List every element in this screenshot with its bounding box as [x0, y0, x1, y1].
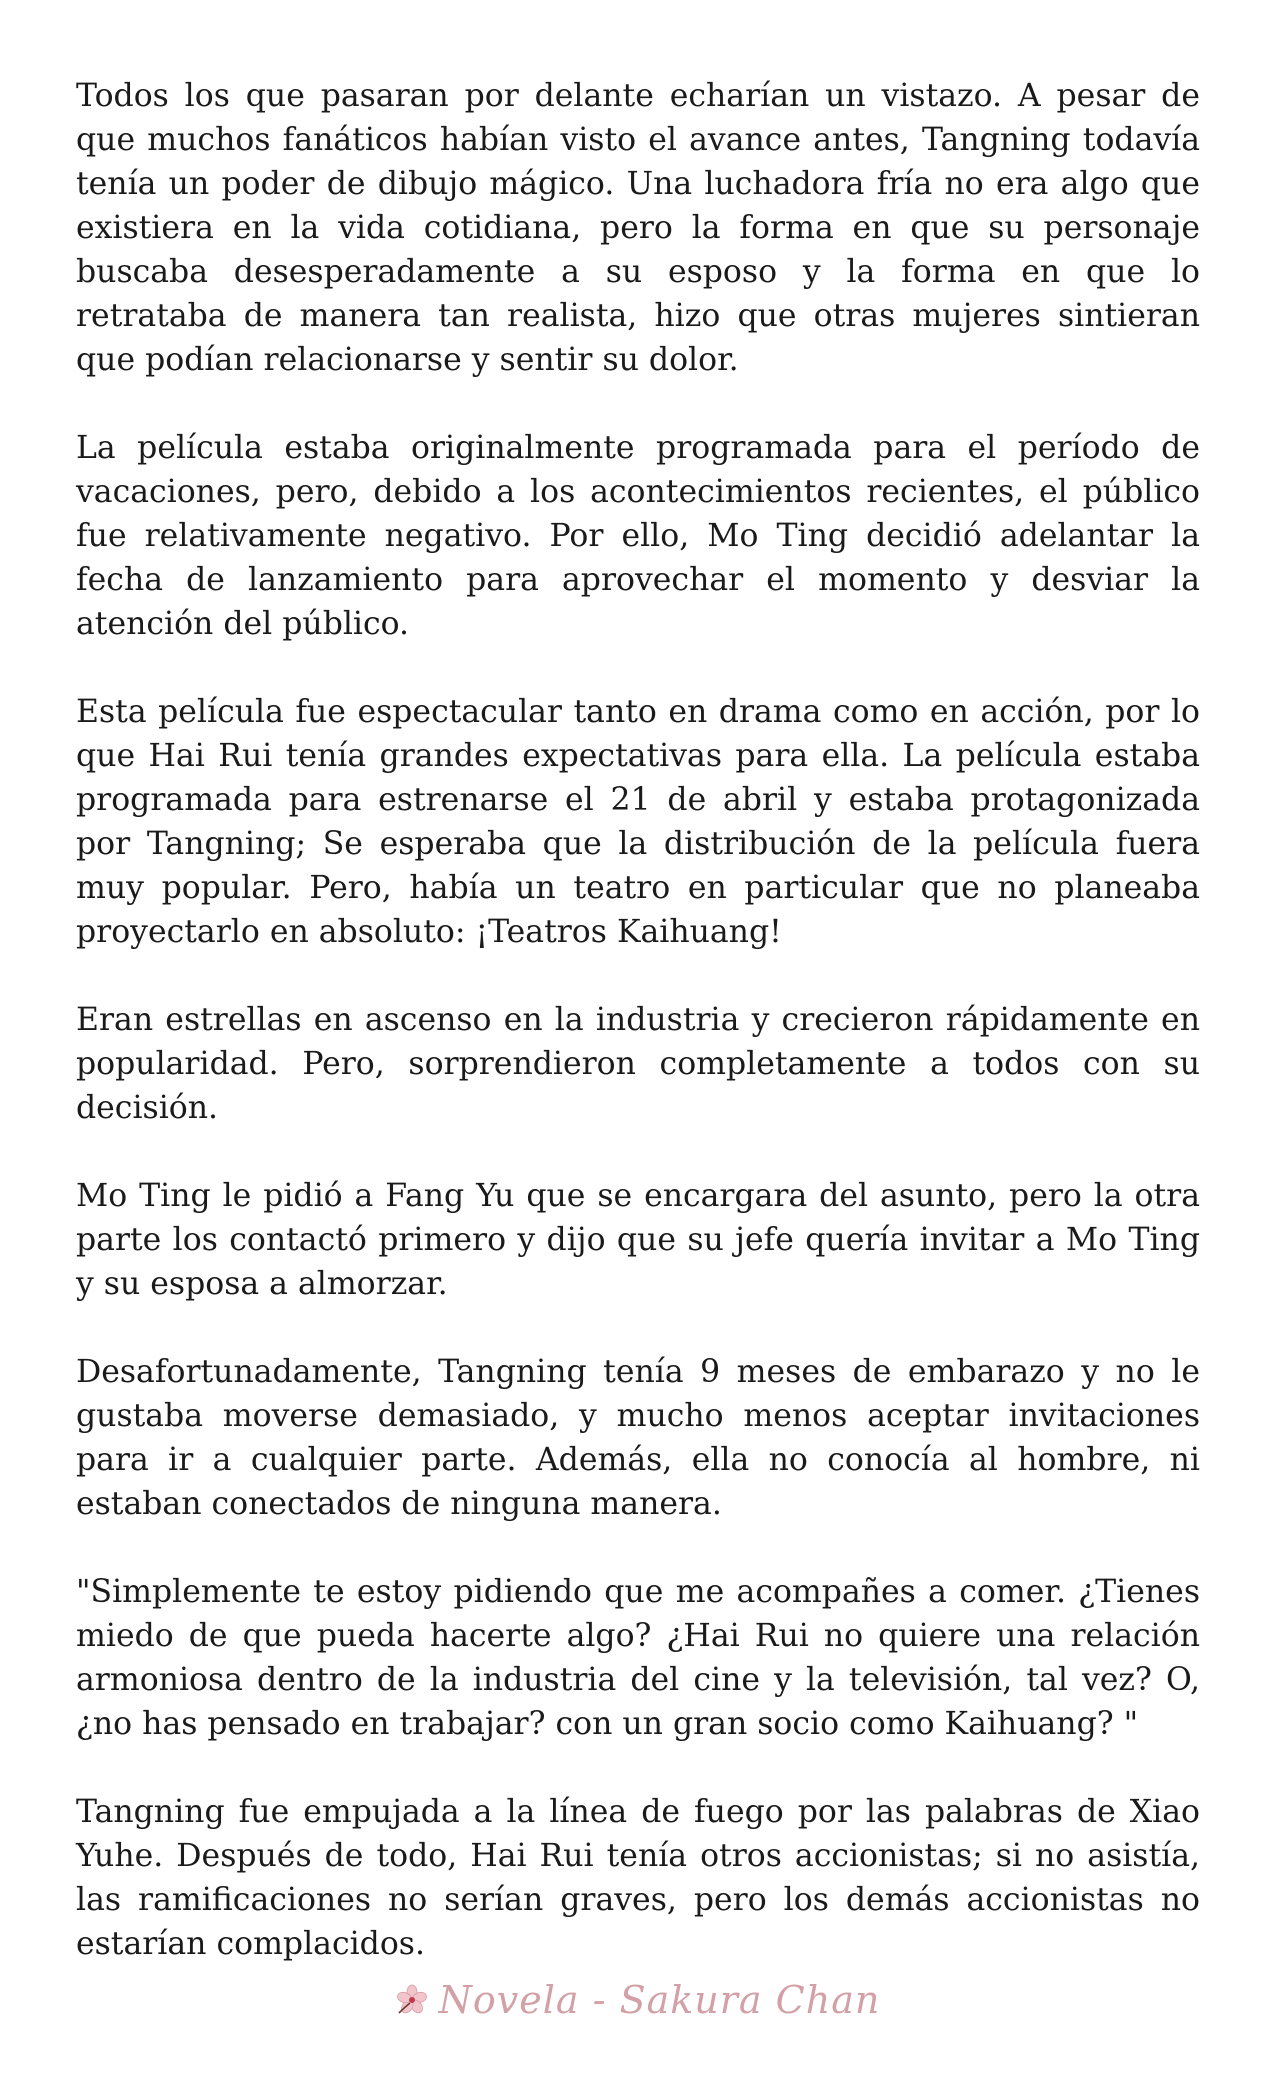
paragraph-5: Mo Ting le pidió a Fang Yu que se encargara del asunto, pero la otra parte los contactó primero y dijo que su jefe quería invitar a Mo Ting y su esposa a almorzar.: [76, 1178, 1200, 1302]
footer-watermark-inner: [395, 1978, 881, 2022]
paragraph-8: Tangning fue empujada a la línea de fuego por las palabras de Xiao Yuhe. Después de todo, Hai Rui tenía otros accionistas; si no asistía, las ramificaciones no serían graves, pero los demás accionistas no estarían complacidos.: [76, 1794, 1200, 1962]
footer-watermark-text: Novela - Sakura Chan: [438, 1978, 881, 2022]
sakura-blossom-icon: [395, 1983, 429, 2017]
paragraph-4: Eran estrellas en ascenso en la industria y crecieron rápidamente en popularidad. Pero, sorprendieron completamente a todos con su decisión.: [76, 1002, 1200, 1126]
paragraph-7: "Simplemente te estoy pidiendo que me acompañes a comer. ¿Tienes miedo de que pueda hacerte algo? ¿Hai Rui no quiere una relación armoniosa dentro de la industria del cine y la televisión, tal vez? O, ¿no has pensado en trabajar? con un gran socio como Kaihuang? ": [76, 1574, 1200, 1742]
paragraph-3: Esta película fue espectacular tanto en drama como en acción, por lo que Hai Rui tenía grandes expectativas para ella. La película estaba programada para estrenarse el 21 de abril y estaba protagonizada por Tangning; Se esperaba que la distribución de la película fuera muy popular. Pero, había un teatro en particular que no planeaba proyectarlo en absoluto: ¡Teatros Kaihuang!: [76, 694, 1200, 950]
paragraph-1: Todos los que pasaran por delante echarían un vistazo. A pesar de que muchos fanáticos habían visto el avance antes, Tangning todavía tenía un poder de dibujo mágico. Una luchadora fría no era algo que existiera en la vida cotidiana, pero la forma en que su personaje buscaba desesperadamente a su esposo y la forma en que lo retrataba de manera tan realista, hizo que otras mujeres sintieran que podían relacionarse y sentir su dolor.: [76, 78, 1200, 378]
paragraph-2: La película estaba originalmente programada para el período de vacaciones, pero, debido a los acontecimientos recientes, el público fue relativamente negativo. Por ello, Mo Ting decidió adelantar la fecha de lanzamiento para aprovechar el momento y desviar la atención del público.: [76, 430, 1200, 642]
document-body: [76, 74, 1200, 1966]
paragraph-6: Desafortunadamente, Tangning tenía 9 meses de embarazo y no le gustaba moverse demasiado, y mucho menos aceptar invitaciones para ir a cualquier parte. Además, ella no conocía al hombre, ni estaban conectados de ninguna manera.: [76, 1354, 1200, 1522]
footer-watermark: [0, 1978, 1275, 2022]
